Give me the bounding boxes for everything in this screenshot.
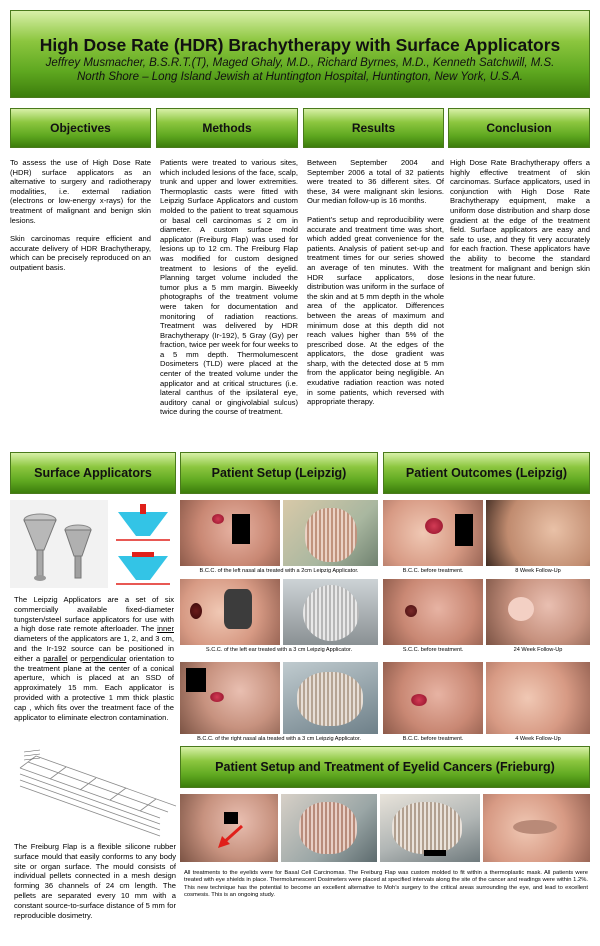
outcome-after-2 bbox=[486, 579, 590, 645]
results-paragraph-1: Between September 2004 and September 2006 a total of 32 patients were treated to 36 different sites. Of these, 34 were malignant skin lesions. Our median follow-up is 16 months. bbox=[307, 158, 444, 206]
outcome-after-1 bbox=[486, 500, 590, 566]
conclusion-text bbox=[450, 158, 590, 292]
lesion-marker bbox=[190, 603, 202, 619]
eye-mask-bar bbox=[232, 514, 250, 544]
healed-eyelid bbox=[513, 820, 557, 834]
methods-text bbox=[160, 158, 298, 426]
eye-mask-bar bbox=[455, 514, 473, 546]
mask-mesh bbox=[303, 585, 359, 641]
surface-applicators-header: Surface Applicators bbox=[10, 452, 176, 494]
mask-with-flap bbox=[392, 802, 462, 854]
freiburg-text: The Freiburg Flap is a flexible silicone rubber surface mould that easily conforms to any body site or organ surface. The mould consists of individual pellets connected in a mesh design forming 36 channels of 24 cm length. The pellets are separated every 10 mm with a constant source-to-surface distance of 5 mm for reproducible dosimetry. bbox=[14, 842, 176, 920]
caption-setup-2: S.C.C. of the left ear treated with a 3 cm Leipzig Applicator. bbox=[205, 647, 353, 653]
applicator-dose-diagram bbox=[110, 500, 176, 588]
results-paragraph-2: Patient’s setup and reproducibility were accurate and treatment time was short, which added great convenience for the patients. Analysis of patient set-up and treatment times for our series showed an average of ten minutes. With the HDR surface applicators, dose distribution was uniform in the surface of the skin and at 5 mm depth in the whole area of the applicator. Differences between the areas of maximum and minimum dose at this depth did not reach values higher than 5% of the prescribed dose. At the edges of the applicators, the dose gradient was sharp, with the detected dose at 5 mm from the applicator being negligible. An exudative radiation reaction was noted in some patients, which reversed with appropriate therapy. bbox=[307, 214, 444, 407]
outcome-before-1 bbox=[383, 500, 483, 566]
applicators-underlined-perpendicular: perpendicular bbox=[80, 653, 127, 663]
applicator-illustration bbox=[10, 500, 108, 588]
eye-mask-bar bbox=[424, 850, 446, 856]
healed-ear bbox=[508, 597, 534, 621]
objectives-paragraph-2: Skin carcinomas require efficient and accurate delivery of HDR Brachytherapy, which can be precisely reproduced on an outpatient basis. bbox=[10, 234, 151, 272]
caption-after-2: 24 Week Follow-Up bbox=[513, 647, 563, 653]
applicators-underlined-parallel: parallel bbox=[43, 653, 68, 663]
objectives-header: Objectives bbox=[10, 108, 151, 148]
setup-photo-nasal-ala-left bbox=[180, 500, 280, 566]
mask-with-flap bbox=[299, 802, 357, 854]
caption-after-3: 4 Week Follow-Up bbox=[515, 736, 561, 742]
setup-photo-mask bbox=[283, 500, 378, 566]
applicators-text-part-1: The Leipzig Applicators are a set of six commercially available fixed-diameter tungsten/steel surface applicators for use with a high dose rate remote afterloader. The bbox=[14, 595, 174, 634]
setup-photo-right-mask bbox=[283, 662, 378, 734]
conclusion-header: Conclusion bbox=[448, 108, 590, 148]
caption-after-1: 8 Week Follow-Up bbox=[515, 568, 561, 574]
freiburg-mesh-illustration bbox=[10, 748, 176, 840]
applicators-text-part-4: orientation to the treatment plane at the center of a conical aperture, which is placed at an SSD of approximately 15 mm. Each applicator is provided with a protective 1 mm thick plastic cap , which fits over the treatment face of the applicator to eliminate electron contamination. bbox=[14, 653, 174, 722]
applicators-text-part-3: or bbox=[67, 653, 81, 663]
methods-header: Methods bbox=[156, 108, 298, 148]
caption-before-1: B.C.C. before treatment. bbox=[402, 568, 464, 574]
eyelid-photo-1 bbox=[180, 794, 278, 862]
thermoplastic-mask bbox=[297, 672, 363, 726]
caption-before-2: S.C.C. before treatment. bbox=[402, 647, 464, 653]
applicators-underlined-inner: inner bbox=[157, 624, 174, 634]
lesion-marker bbox=[405, 605, 417, 617]
caption-before-3: B.C.C. before treatment. bbox=[402, 736, 464, 742]
outcome-after-3 bbox=[486, 662, 590, 734]
lesion-marker bbox=[425, 518, 443, 534]
caption-setup-3: B.C.C. of the right nasal ala treated with a 3 cm Leipzig Applicator. bbox=[197, 736, 361, 742]
lesion-marker bbox=[212, 514, 224, 524]
eyelid-text: All treatments to the eyelids were for Basal Cell Carcinomas. The Freiburg Flap was custom molded to fit within a thermoplastic mask. All patients were treated with eye shields in place. Thermolumescent Dosimeters were placed at specified intervals along the site of the cancer and readings were within 1.2%. This new technique has the potential to become an excellent alternative to Moh’s surgery to the critical areas surrounding the eye, and lead to excellent cosmesis. This is an ongoing study. bbox=[184, 870, 588, 899]
leipzig-applicators-photo bbox=[10, 500, 108, 588]
conclusion-paragraph-1: High Dose Rate Brachytherapy offers a highly effective treatment of skin carcinomas. Surface applicators, used in conjunction with High Dose Rate Brachytherapy equipment, make a uniform dose distribution and sharp dose gradient at the edge of the treatment field. Surface applicators are easy and safe to use, and they fit very accurately for each fraction. These applicators have the ability to become the standard treatment for malignant and benign skin lesions in the near future. bbox=[450, 158, 590, 283]
setup-photo-ear-applicator bbox=[283, 579, 378, 645]
eyelid-photo-2 bbox=[281, 794, 377, 862]
title-banner bbox=[10, 10, 590, 98]
patient-outcomes-header: Patient Outcomes (Leipzig) bbox=[383, 452, 590, 494]
results-text bbox=[307, 158, 444, 416]
outcome-before-2 bbox=[383, 579, 483, 645]
caption-setup-1: B.C.C. of the left nasal ala treated with a 2cm Leipzig Applicator. bbox=[199, 568, 359, 574]
poster-affiliation: North Shore – Long Island Jewish at Huntington Hospital, Huntington, New York, U.S.A. bbox=[77, 71, 523, 83]
poster-title: High Dose Rate (HDR) Brachytherapy with Surface Applicators bbox=[39, 35, 561, 55]
thermoplastic-mask bbox=[305, 508, 357, 562]
setup-photo-nasal-ala-right bbox=[180, 662, 280, 734]
outcome-before-3 bbox=[383, 662, 483, 734]
red-arrow-icon bbox=[216, 822, 246, 852]
objectives-paragraph-1: To assess the use of High Dose Rate (HDR) surface applicators as an alternative to surgery and radiotherapy modalities, i.e. external radiation (electrons or low-energy x-rays) for the treatment of malignant and benign skin lesions. bbox=[10, 158, 151, 225]
applicators-text bbox=[14, 595, 174, 722]
applicator-diagram bbox=[110, 500, 176, 588]
methods-paragraph-1: Patients were treated to various sites, which included lesions of the face, scalp, trunk and upper and lower extremities. Thermoplastic casts were fitted with Leipzig Surface Applicators and custom molded to the patient to treat squamous or basal cell carcinomas ≤ 2 cm in diameter. A custom surface mold applicator (Freiburg Flap) was used for lesions up to 12 cm. The Freiburg Flap was modified for custom designed treatment to lesions of the eyelid. Planning target volume included the tumor plus a 5 mm margin. Biweekly photographs of the treatment volume were taken for documentation and monitoring of radiation reactions. Treatment was delivered by HDR Brachytherapy (Ir-192), 5 Gray (Gy) per fraction, twice per week for four weeks to a 5 mm depth. Thermolumescent Dosimeters (TLD) were placed at the center of the treated volume under the applicator and at critical structures (i.e. lateral canthus of the ipsilateral eye, auditory canal or gingivolabial sulcus) twice during the course of treatment. bbox=[160, 158, 298, 417]
freiburg-flap-diagram bbox=[10, 748, 176, 840]
applicator-head bbox=[224, 589, 252, 629]
patient-setup-header: Patient Setup (Leipzig) bbox=[180, 452, 378, 494]
lesion-marker bbox=[210, 692, 224, 702]
setup-photo-ear bbox=[180, 579, 280, 645]
poster-authors: Jeffrey Musmacher, B.S.R.T.(T), Maged Ghaly, M.D., Richard Byrnes, M.D., Kenneth Satchwill, M.S. bbox=[45, 57, 555, 69]
eyelid-header: Patient Setup and Treatment of Eyelid Cancers (Frieburg) bbox=[180, 746, 590, 788]
eyelid-photo-4 bbox=[483, 794, 590, 862]
eyelid-photo-3 bbox=[380, 794, 480, 862]
eye-mask-bar bbox=[186, 668, 206, 692]
objectives-text bbox=[10, 158, 151, 282]
applicators-text-part-2: diameters of the applicators are 1, 2, and 3 cm, and the Ir-192 source can be positioned in either a bbox=[14, 634, 174, 663]
results-header: Results bbox=[303, 108, 444, 148]
lesion-marker bbox=[411, 694, 427, 706]
